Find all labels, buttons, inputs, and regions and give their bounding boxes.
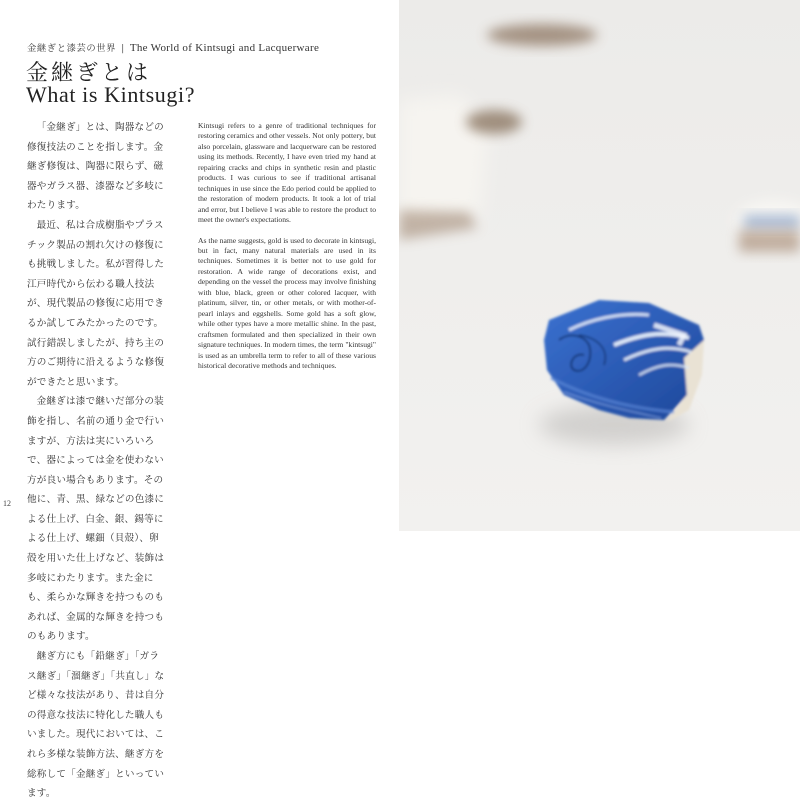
paragraph-ja-3: 金継ぎは漆で継いだ部分の装飾を指し、名前の通り金で行いますが、方法は実にいろいろで、器によっては金を使わない方が良い場合もあります。その他に、青、黒、緑などの色漆による仕上げ、白金、銀、錫等による仕上げ、螺鈿（貝殻）、卵殻を用いた仕上げなど、装飾は多岐にわたります。また金にも、柔らかな輝きを持つものもあれば、金属的な輝きを持つものもあります。 [27,396,165,643]
body-text-en [198,121,376,381]
page-number: 12 [3,499,11,508]
paragraph-ja-1: 「金継ぎ」とは、陶器などの修復技法のことを指します。金継ぎ修復は、陶器に限らず、磁器やガラス器、漆器など多岐にわたります。 [27,122,164,212]
photo-kintsugi-shard [399,0,800,531]
paragraph-ja-4: 継ぎ方にも「鉛継ぎ」「ガラス継ぎ」「溜継ぎ」「共直し」など様々な技法があり、昔は自分の得意な技法に特化した職人もいました。現代においては、これら多様な装飾方法、継ぎ方を総称して「金継ぎ」といっています。 [27,651,165,800]
paragraph-en-2: As the name suggests, gold is used to decorate in kintsugi, but in fact, many natural materials are used in its techniques. Sometimes it is better not to use gold for restoration. A wide range of decorations exist, and depending on the vessel the process may involve finishing with blue, black, green or other colored lacquer, with platinum, silver, tin, or other metals, or with mother-of-pearl inlays and eggshells. Some gold has a soft glow, while other types have a more metallic shine. In the past, craftsmen formulated and then specialized in their own signature techniques. In modern times, the term "kintsugi" is used as an umbrella term to refer to all of these various historical decorative methods and techniques. [198,235,376,370]
paragraph-en-1: Kintsugi refers to a genre of traditional techniques for restoring ceramics and other vessels. Not only pottery, but also porcelain, glassware and lacquerware can be restored using its methods. Recently, I have even tried my hand at repairing cracks and chips in synthetic resin and plastic products. I was curious to see if traditional artisanal techniques in use since the Edo period could be applied to the restoration of modern products. It took a lot of trial and error, but I believe I was able to restore the product to meet the owner's expectations. [198,121,376,225]
running-head [27,40,319,54]
running-head-ja: 金継ぎと漆芸の世界 [27,43,117,54]
page-title-ja: 金継ぎとは [26,61,152,86]
porcelain-shard-photo [399,0,800,531]
paragraph-ja-2: 最近、私は合成樹脂やプラスチック製品の割れ欠けの修復にも挑戦しました。私が習得した江戸時代から伝わる職人技法が、現代製品の修復に応用できるか試してみたかったのです。試行錯誤しましたが、持ち主の方のご期待に沿えるような修復ができたと思います。 [27,219,165,388]
page-title-en: What is Kintsugi? [26,82,196,107]
running-head-en: The World of Kintsugi and Lacquerware [129,42,320,54]
left-page [0,0,399,800]
body-text-ja [27,118,167,804]
running-head-separator: | [121,43,125,54]
